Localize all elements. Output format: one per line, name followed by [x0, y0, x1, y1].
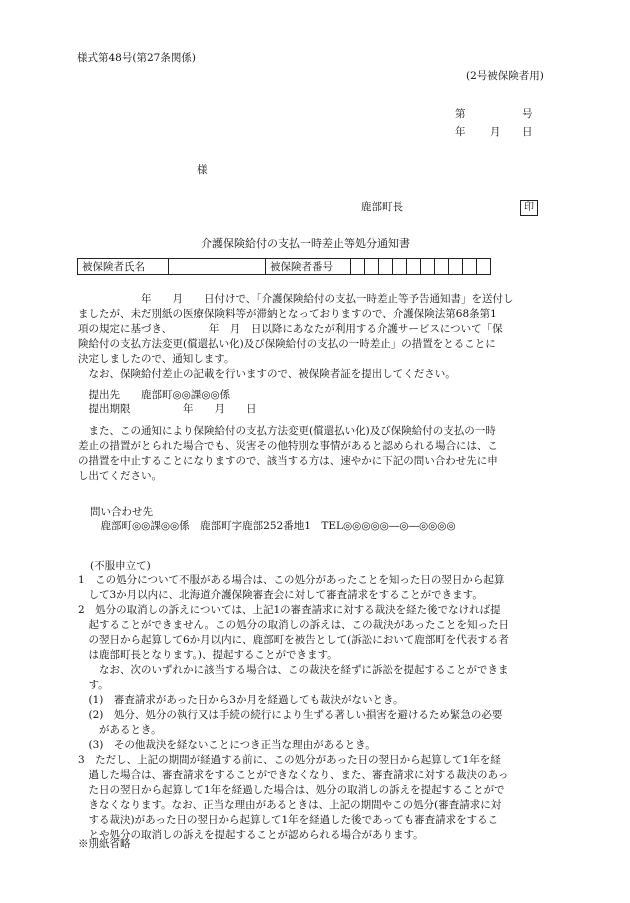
appeal-heading: (不服申立て): [90, 560, 151, 572]
appeal-line: 3 ただし、上記の期間が経過する前に、この処分があった日の翌日から起算して1年を経: [78, 754, 501, 766]
insured-number-digit: [449, 259, 463, 275]
paragraph-line: の措置を中止することになりますので、該当する方は、速やかに下記の問い合わせ先に申: [78, 455, 498, 467]
contact-detail: 鹿部町◎◎課◎◎係 鹿部町字鹿部252番地1 TEL◎◎◎◎◎―◎―◎◎◎◎: [90, 520, 456, 532]
paragraph-line: 決定しましたので、通知します。: [78, 353, 235, 365]
appeal-line: して3か月以内に、北海道介護保険審査会に対して審査請求をすることができます。: [78, 589, 483, 601]
appeal-line: 過した場合は、審査請求をすることができなくなり、また、審査請求に対する裁決のあっ: [78, 769, 509, 781]
suspension-paragraph: [78, 424, 498, 484]
appeal-line: (2) 処分、処分の執行又は手続の続行により生ずる著しい損害を避けるため緊急の必要: [78, 709, 503, 721]
paragraph-line: 年 月 日付けで、「介護保険給付の支払一時差止等予告通知書」を送付し: [78, 293, 514, 305]
appeal-line: (1) 審査請求があった日から3か月を経過しても裁決がないとき。: [78, 694, 404, 706]
appeal-line: なお、次のいずれかに該当する場合は、この裁決を経ずに訴訟を提起することができま: [78, 664, 509, 676]
appeal-line: とや処分の取消しの訴えを提起することが認められる場合があります。: [78, 829, 424, 841]
insured-name-value: [169, 259, 266, 275]
contact-label: 問い合わせ先: [90, 506, 153, 518]
addressee-honorific: 様: [197, 164, 208, 176]
appeal-line: の翌日から起算して6か月以内に、鹿部町を被告として(訴訟において鹿部町を代表する者: [78, 634, 509, 646]
issuer-mayor: 鹿部町長: [361, 201, 403, 213]
doc-number-suffix: 号: [522, 108, 533, 120]
paragraph-line: し出てください。: [78, 470, 162, 482]
appeal-line: (3) その他裁決を経ないことにつき正当な理由があるとき。: [78, 739, 376, 751]
appeal-line: 1 この処分について不服がある場合は、この処分があったことを知った日の翌日から起算: [78, 574, 505, 586]
date-month: 月: [490, 126, 501, 138]
insured-name-label: 被保険者氏名: [78, 259, 169, 275]
appeal-line: は鹿部町長となります。)、提起することができます。: [78, 649, 338, 661]
paragraph-line: 差止の措置がとられた場合でも、災害その他特別な事情があると認められる場合には、こ: [78, 440, 498, 452]
insured-number-digit: [351, 259, 365, 275]
appeal-line: す。: [78, 679, 109, 691]
appeal-line: があるとき。: [78, 724, 162, 736]
insured-number-digit: [379, 259, 393, 275]
insured-number-label: 被保険者番号: [266, 259, 351, 275]
paragraph-line: 険給付の支払方法変更(償還払い化)及び保険給付の支払の一時差止」の措置をとることに: [78, 338, 496, 350]
footer-note: ※別紙省略: [78, 838, 131, 850]
appeal-text: [78, 573, 509, 843]
insured-number-digit: [477, 259, 491, 275]
submit-deadline: 提出期限 年 月 日: [78, 403, 257, 415]
insured-info-table: [77, 258, 491, 275]
seal-stamp: 印: [520, 200, 538, 216]
paragraph-line: なお、保険給付差止の記載を行いますので、被保険者証を提出してください。: [78, 368, 456, 380]
appeal-line: 2 処分の取消しの訴えについては、上記1の審査請求に対する裁決を経た後でなければ提: [78, 604, 501, 616]
insured-number-digit: [393, 259, 407, 275]
paragraph-line: ましたが、未だ別紙の医療保険料等が滞納となっておりますので、介護保険法第68条第1: [78, 308, 497, 320]
appeal-line: きなくなります。なお、正当な理由があるときは、上記の期間やこの処分(審査請求に対: [78, 799, 502, 811]
date-year: 年: [455, 126, 466, 138]
appeal-line: 起することができません。この処分の取消しの訴えは、この裁決があったことを知った日: [78, 619, 510, 631]
notice-paragraph: [78, 292, 514, 382]
insured-number-digit: [421, 259, 435, 275]
insured-number-digit: [463, 259, 477, 275]
subject-type: (2号被保険者用): [466, 70, 544, 82]
paragraph-line: また、この通知により保険給付の支払方法変更(償還払い化)及び保険給付の支払の一時: [78, 425, 496, 437]
appeal-line: する裁決)があった日の翌日から起算して1年を経過した後であっても審査請求をするこ: [78, 814, 499, 826]
doc-number-prefix: 第: [455, 108, 466, 120]
insured-number-digit: [365, 259, 379, 275]
form-number: 様式第48号(第27条関係): [77, 52, 196, 64]
insured-number-digit: [435, 259, 449, 275]
appeal-line: た日の翌日から起算して1年を経過した場合は、処分の取消しの訴えを提起することがで: [78, 784, 505, 796]
submit-to: 提出先 鹿部町◎◎課◎◎係: [78, 389, 231, 401]
document-title: 介護保険給付の支払一時差止等処分通知書: [201, 237, 410, 250]
paragraph-line: 項の規定に基づき、 年 月 日以降にあなたが利用する介護サービスについて「保: [78, 323, 503, 335]
insured-number-digit: [407, 259, 421, 275]
date-day: 日: [522, 126, 533, 138]
